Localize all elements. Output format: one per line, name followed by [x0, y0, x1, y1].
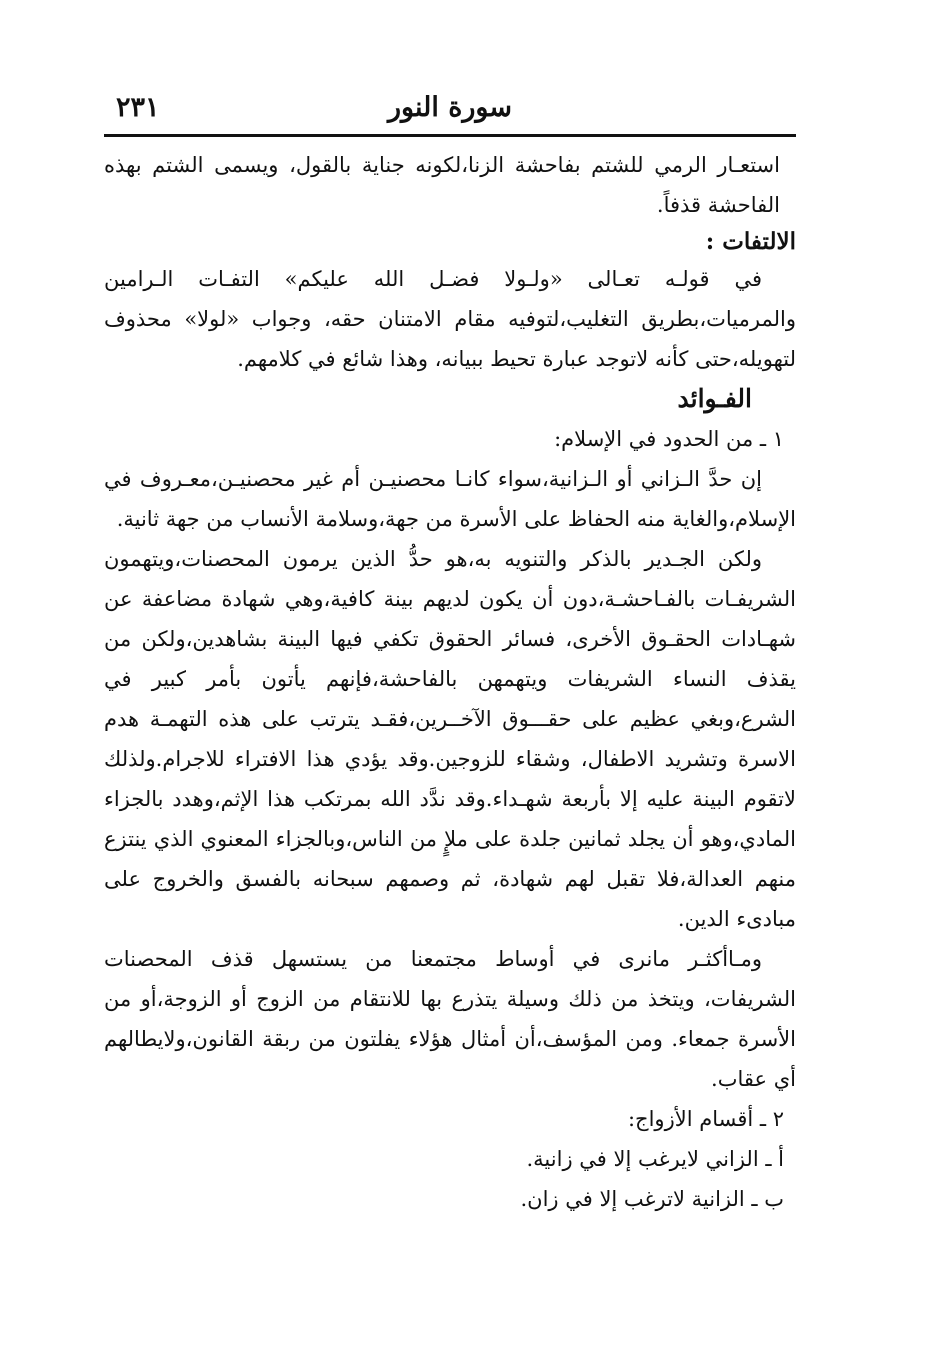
- iltifat-paragraph: في قولـه تعـالى «ولـولا فضـل الله عليكم» التفـات الـرامين والمرميات،بطريق التغليب،لتوفيه مقام الامتنان حقه، وجواب «لولا» محذوف لتهويله،حتى كأنه لاتوجد عبارة تحيط ببيانه، وهذا شائع في كلامهم.: [104, 267, 796, 371]
- iltifat-heading: الالتفات :: [705, 228, 796, 255]
- point1-heading: ١ ـ من الحدود في الإسلام:: [554, 427, 784, 451]
- point2-heading: ٢ ـ أقسام الأزواج:: [627, 1107, 784, 1131]
- point2-item-b: ب ـ الزانية لاترغب إلا في زان.: [520, 1187, 784, 1211]
- point1-paragraph-1: إن حدَّ الـزاني أو الـزانية،سواء كانـا محصنيـن أم غير محصنيـن،معـروف في الإسلام،والغاية منه الحفاظ على الأسرة من جهة،وسلامة الأنساب من جهة ثانية.: [104, 467, 796, 531]
- book-page: [104, 88, 796, 1348]
- running-header: [104, 88, 796, 137]
- surah-title: سورة النور: [387, 92, 513, 123]
- point2-item-a: أ ـ الزاني لايرغب إلا في زانية.: [526, 1147, 784, 1171]
- fawaid-heading: الفـوائد: [677, 384, 752, 413]
- point1-paragraph-3: ومـاأكثـر مانرى في أوساط مجتمعنا من يستسهل قذف المحصنات الشريفات، ويتخذ من ذلك وسيلة يتذرع بها للانتقام من الزوج أو الزوجة،أو من الأسرة جمعاء. ومن المؤسف،أن أمثال هؤلاء يفلتون من ربقة القانون،ولايطالهم أي عقاب.: [104, 947, 796, 1091]
- intro-paragraph: استعـار الرمي للشتم بفاحشة الزنا،لكونه جناية بالقول، ويسمى الشتم بهذه الفاحشة قذفاً.: [104, 153, 780, 217]
- point1-paragraph-2: ولكن الجـدير بالذكر والتنويه به،هو حدُّ الذين يرمون المحصنات،ويتهمون الشريفـات بالفـاحشـة،دون أن يكون لديهم بينة كافية،وهي شهادة مضاعفة عن شهـادات الحقـوق الأخرى، فسائر الحقوق تكفي فيها البينة بشاهدين،ولكن من يقذف النساء الشريفات ويتهمهن بالفاحشة،فإنهم يأتون بأمر كبير في الشرع،وبغي عظيم على حقـــوق الآخــرين،فقـد يترتب على هذه التهمـة هدم الاسرة وتشريد الاطفال، وشقاء للزوجين.وقد يؤدي هذا الافتراء للاجرام.ولذلك لاتقوم البينة عليه إلا بأربعة شهـداء.وقد ندَّد الله بمرتكب هذا الإثم،وهدد بالجزاء المادي،وهو أن يجلد ثمانين جلدة على ملإٍ من الناس،وبالجزاء المعنوي الذي ينتزع منهم العدالة،فلا تقبل لهم شهادة، ثم وصمهم سبحانه بالفسق والخروج على مبادىء الدين.: [104, 547, 797, 931]
- page-body: [104, 145, 796, 1219]
- page-number: ٢٣١: [116, 92, 160, 123]
